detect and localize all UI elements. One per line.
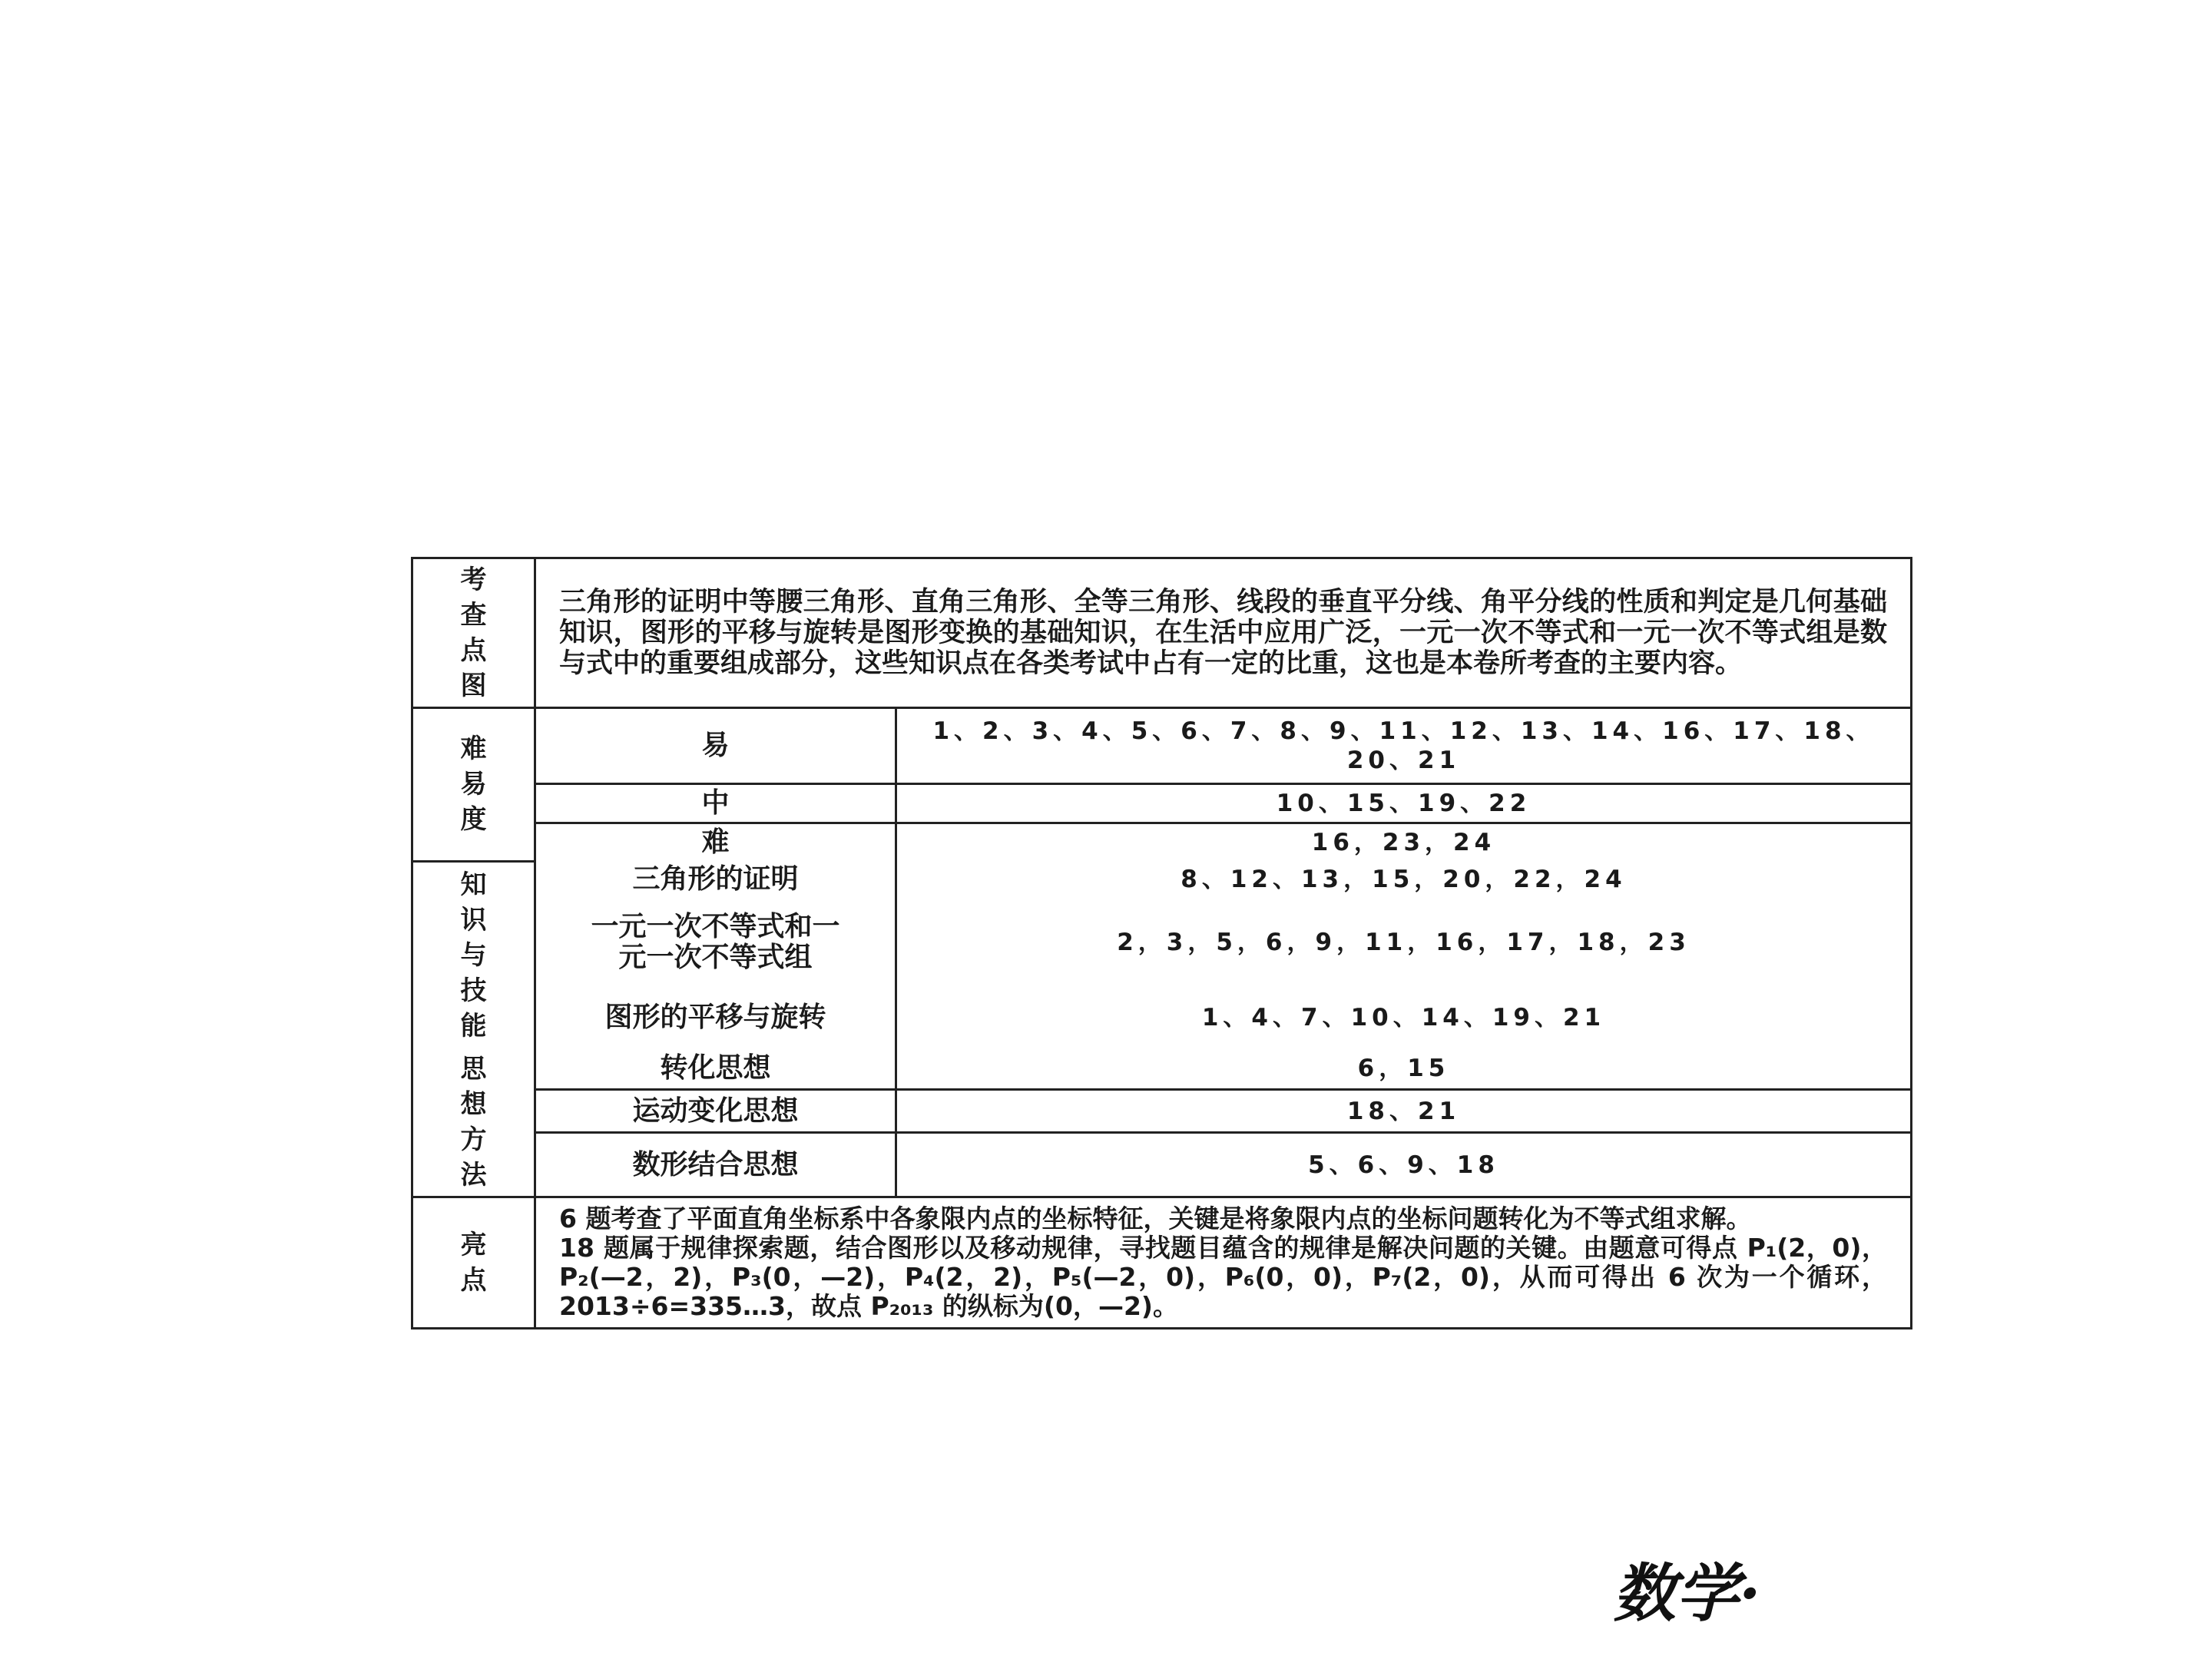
methods-row-shape <box>412 1133 1912 1197</box>
difficulty-row-hard <box>412 823 1912 862</box>
methods-label: 思想方法 <box>460 1054 487 1190</box>
analysis-table <box>411 557 1912 1330</box>
exam-points-row <box>412 558 1912 708</box>
exam-points-text: 三角形的证明中等腰三角形、直角三角形、全等三角形、线段的垂直平分线、角平分线的性质和判定是几何基础知识，图形的平移与旋转是图形变换的基础知识，在生活中应用广泛，一元一次不等式和一元一次不等式组是数与式中的重要组成部分，这些知识点在各类考试中占有一定的比重，这也是本卷所考查的主要内容。 <box>535 558 1912 708</box>
exam-points-label: 考查点图 <box>460 565 487 701</box>
highlights-line-1: 6 题考查了平面直角坐标系中各象限内点的坐标特征，关键是将象限内点的坐标问题转化为不等式组求解。 <box>559 1204 1752 1233</box>
difficulty-label-cell <box>412 708 535 862</box>
highlights-label: 亮点 <box>460 1230 487 1296</box>
methods-topic-shape: 数形结合思想 <box>535 1133 896 1197</box>
difficulty-row-easy <box>412 708 1912 784</box>
knowledge-row-inequality <box>412 898 1912 987</box>
difficulty-row-medium <box>412 784 1912 823</box>
difficulty-level-hard: 难 <box>535 823 896 862</box>
methods-questions-shape: 5、6、9、18 <box>896 1133 1912 1197</box>
highlights-label-cell <box>412 1197 535 1329</box>
methods-topic-motion: 运动变化思想 <box>535 1090 896 1133</box>
methods-label-cell <box>412 1048 535 1197</box>
difficulty-questions-hard: 16，23，24 <box>896 823 1912 862</box>
difficulty-level-easy: 易 <box>535 708 896 784</box>
knowledge-questions-inequality: 2，3，5，6，9，11，16，17，18，23 <box>896 898 1912 987</box>
methods-questions-conversion: 6，15 <box>896 1048 1912 1090</box>
difficulty-questions-easy: 1、2、3、4、5、6、7、8、9、11、12、13、14、16、17、18、20、21 <box>896 708 1912 784</box>
methods-row-motion <box>412 1090 1912 1133</box>
knowledge-topic-triangle: 三角形的证明 <box>535 861 896 898</box>
methods-questions-motion: 18、21 <box>896 1090 1912 1133</box>
knowledge-questions-transform: 1、4、7、10、14、19、21 <box>896 987 1912 1048</box>
knowledge-topic-transform: 图形的平移与旋转 <box>535 987 896 1048</box>
difficulty-level-medium: 中 <box>535 784 896 823</box>
knowledge-label-cell <box>412 861 535 1048</box>
highlights-row <box>412 1197 1912 1329</box>
knowledge-row-triangle <box>412 861 1912 898</box>
exam-points-label-cell <box>412 558 535 708</box>
difficulty-questions-medium: 10、15、19、22 <box>896 784 1912 823</box>
difficulty-label: 难易度 <box>460 733 487 836</box>
highlights-line-2: 18 题属于规律探索题，结合图形以及移动规律，寻找题目蕴含的规律是解决问题的关键。由题意可得点 P₁(2，0)，P₂(—2，2)，P₃(0，—2)，P₄(2，2)，P₅(—2，0)，P₆(0，0)，P₇(2，0)，从而可得出 6 次为一个循环，2013÷6=335…3，故点 P₂₀₁₃ 的纵标为(0，—2)。 <box>559 1233 1887 1321</box>
methods-topic-conversion: 转化思想 <box>535 1048 896 1090</box>
knowledge-questions-triangle: 8、12、13，15，20，22，24 <box>896 861 1912 898</box>
highlights-text <box>535 1197 1912 1329</box>
knowledge-row-transform <box>412 987 1912 1048</box>
subject-footer: 数学· <box>1613 1557 1761 1631</box>
methods-row-transform <box>412 1048 1912 1090</box>
knowledge-label: 知识与技能 <box>460 869 487 1041</box>
knowledge-topic-inequality: 一元一次不等式和一元一次不等式组 <box>535 898 896 987</box>
